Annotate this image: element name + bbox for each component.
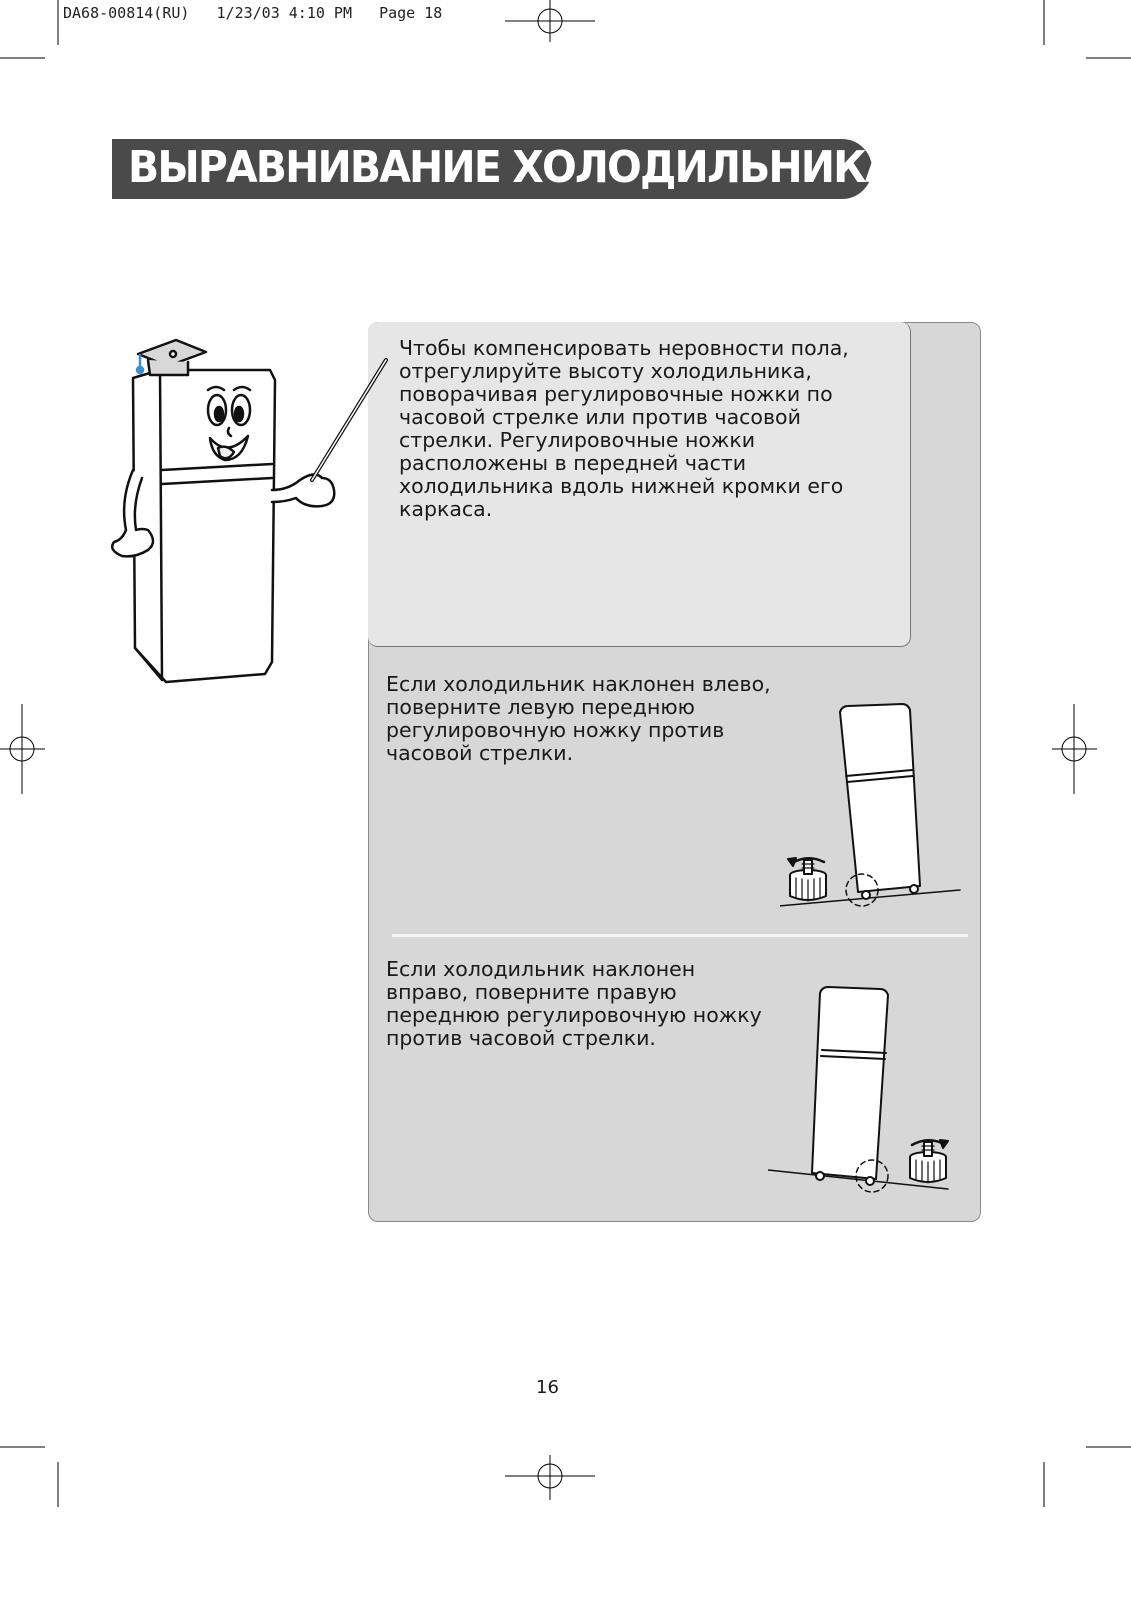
- print-header: DA68-00814(RU) 1/23/03 4:10 PM Page 18: [63, 4, 443, 22]
- tilted-fridge-right-icon: [768, 985, 968, 1205]
- tilt-right-text: Если холодильник наклонен вправо, поверните правую переднюю регулировочную ножку против часовой стрелки.: [386, 957, 762, 1050]
- tilted-fridge-left-icon: [780, 700, 980, 920]
- registration-mark-icon: [0, 704, 45, 794]
- adjustable-foot-icon: [910, 1142, 946, 1183]
- intro-text: Чтобы компенсировать неровности пола, отрегулируйте высоту холодильника, поворачивая регулировочные ножки по часовой стрелке или против часовой стрелки. Регулировочные ножки расположены в передней части холодильника вдоль нижней кромки его каркаса.: [399, 336, 849, 521]
- tilt-left-text: Если холодильник наклонен влево, поверните левую переднюю регулировочную ножку против часовой стрелки.: [386, 672, 771, 765]
- registration-mark-icon: [1052, 704, 1097, 794]
- page-title: ВЫРАВНИВАНИЕ ХОЛОДИЛЬНИКА: [128, 142, 895, 193]
- registration-mark-icon: [505, 1455, 595, 1500]
- fridge-mascot-icon: [100, 330, 400, 700]
- registration-mark-icon: [505, 0, 595, 42]
- adjustable-foot-icon: [790, 860, 826, 901]
- section-divider: [392, 934, 968, 937]
- title-bar: [112, 139, 895, 199]
- page-number: 16: [536, 1377, 559, 1398]
